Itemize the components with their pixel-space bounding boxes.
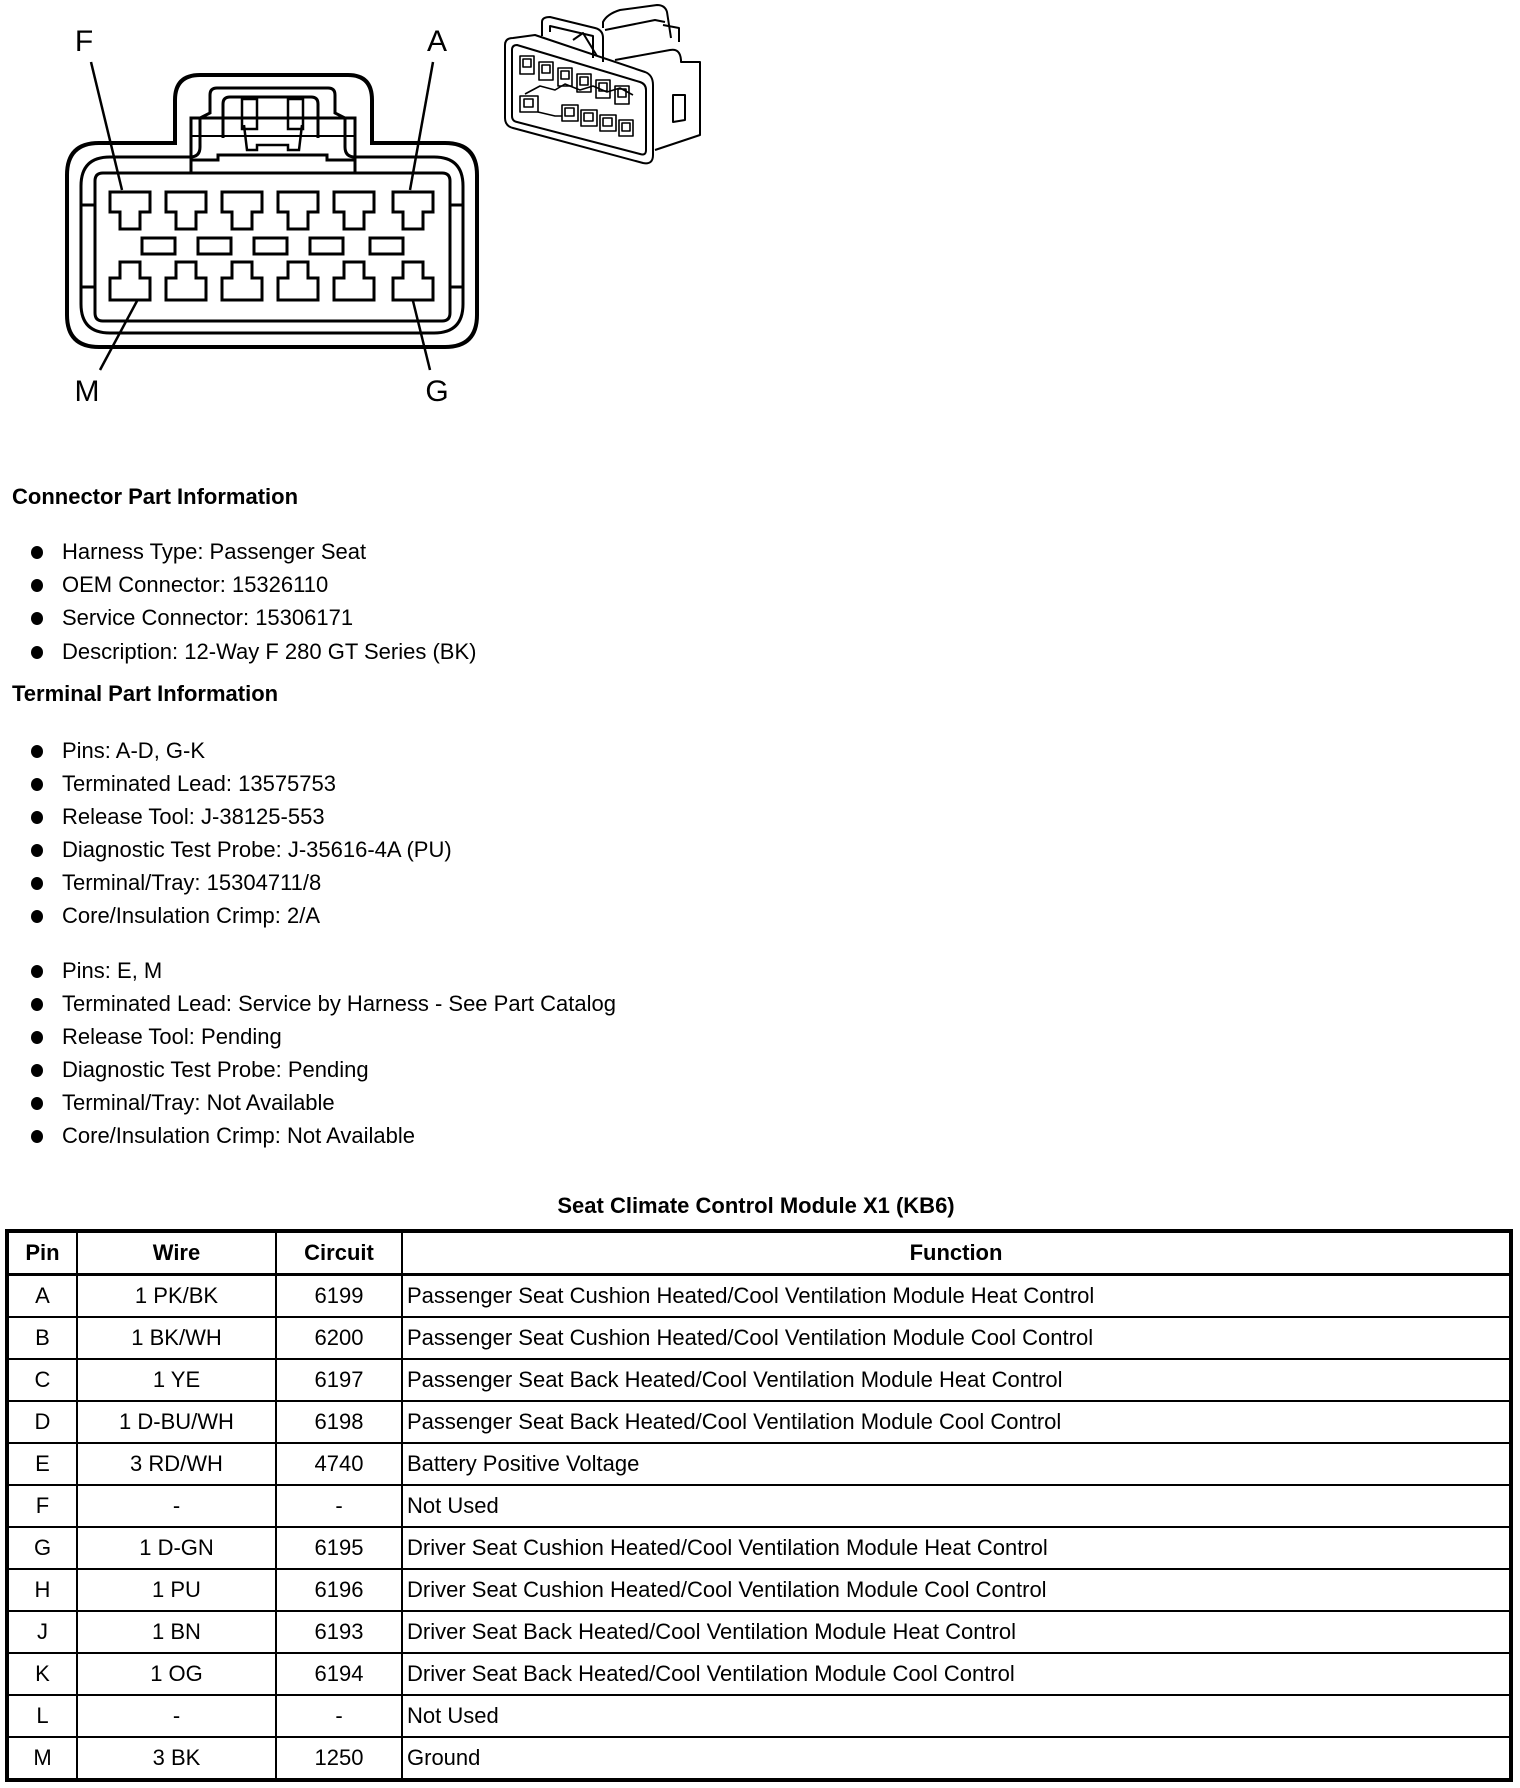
pin-cell: L	[7, 1695, 77, 1737]
terminal-part-info-heading: Terminal Part Information	[12, 681, 279, 706]
column-header-function: Function	[402, 1231, 1511, 1275]
list-item	[31, 1057, 369, 1083]
bullet-icon	[31, 1130, 43, 1143]
list-item	[31, 572, 328, 598]
function-cell: Passenger Seat Cushion Heated/Cool Ventilation Module Cool Control	[402, 1317, 1511, 1359]
table-row	[7, 1317, 1511, 1359]
table-title: Seat Climate Control Module X1 (KB6)	[557, 1193, 955, 1218]
function-cell: Passenger Seat Back Heated/Cool Ventilation Module Heat Control	[402, 1359, 1511, 1401]
pin-label-a: A	[426, 25, 448, 58]
wire-cell: -	[77, 1695, 276, 1737]
pin-cell: K	[7, 1653, 77, 1695]
pin-cell: A	[7, 1275, 77, 1318]
pin-cell: E	[7, 1443, 77, 1485]
bullet-icon	[31, 1097, 43, 1110]
connector-face-icon	[0, 0, 500, 420]
list-item	[31, 738, 205, 764]
pin-cell: H	[7, 1569, 77, 1611]
pin-cell: B	[7, 1317, 77, 1359]
release-tool-text: Release Tool: J-38125-553	[62, 804, 325, 829]
pins-text: Pins: E, M	[62, 958, 163, 983]
circuit-cell: 6193	[276, 1611, 402, 1653]
list-item	[31, 1024, 282, 1050]
bullet-icon	[31, 910, 43, 923]
wire-cell: 3 BK	[77, 1737, 276, 1780]
table-header-row	[7, 1231, 1511, 1275]
circuit-cell: 4740	[276, 1443, 402, 1485]
harness-type-text: Harness Type: Passenger Seat	[62, 539, 367, 564]
list-item	[31, 804, 325, 830]
wire-cell: 1 D-BU/WH	[77, 1401, 276, 1443]
function-cell: Driver Seat Back Heated/Cool Ventilation Module Cool Control	[402, 1653, 1511, 1695]
pin-cell: F	[7, 1485, 77, 1527]
list-item	[31, 539, 366, 565]
table-row	[7, 1611, 1511, 1653]
terminated-lead-text: Terminated Lead: 13575753	[62, 771, 336, 796]
column-header-circuit: Circuit	[276, 1231, 402, 1275]
oem-connector-text: OEM Connector: 15326110	[62, 572, 329, 597]
terminal-tray-text: Terminal/Tray: Not Available	[62, 1090, 335, 1115]
pin-table	[5, 1229, 1513, 1782]
bullet-icon	[31, 546, 43, 559]
list-item	[31, 771, 336, 797]
list-item	[31, 605, 353, 631]
bullet-icon	[31, 612, 43, 625]
bullet-icon	[31, 646, 43, 659]
function-cell: Not Used	[402, 1695, 1511, 1737]
function-cell: Not Used	[402, 1485, 1511, 1527]
list-item	[31, 1090, 335, 1116]
table-row	[7, 1527, 1511, 1569]
circuit-cell: -	[276, 1485, 402, 1527]
table-row	[7, 1569, 1511, 1611]
wire-cell: 1 PU	[77, 1569, 276, 1611]
list-item	[31, 837, 452, 863]
function-cell: Driver Seat Cushion Heated/Cool Ventilation Module Heat Control	[402, 1527, 1511, 1569]
bullet-icon	[31, 965, 43, 978]
bullet-icon	[31, 778, 43, 791]
pins-text: Pins: A-D, G-K	[62, 738, 206, 763]
pin-cell: D	[7, 1401, 77, 1443]
list-item	[31, 958, 162, 984]
function-cell: Battery Positive Voltage	[402, 1443, 1511, 1485]
circuit-cell: 6195	[276, 1527, 402, 1569]
bullet-icon	[31, 877, 43, 890]
circuit-cell: 1250	[276, 1737, 402, 1780]
column-header-pin: Pin	[7, 1231, 77, 1275]
terminated-lead-text: Terminated Lead: Service by Harness - See Part Catalog	[62, 991, 616, 1016]
list-item	[31, 991, 616, 1017]
core-insulation-crimp-text: Core/Insulation Crimp: Not Available	[62, 1123, 415, 1148]
list-item	[31, 870, 321, 896]
bullet-icon	[31, 844, 43, 857]
pin-cell: G	[7, 1527, 77, 1569]
table-row	[7, 1401, 1511, 1443]
circuit-cell: 6199	[276, 1275, 402, 1318]
circuit-cell: 6200	[276, 1317, 402, 1359]
bullet-icon	[31, 745, 43, 758]
release-tool-text: Release Tool: Pending	[62, 1024, 282, 1049]
core-insulation-crimp-text: Core/Insulation Crimp: 2/A	[62, 903, 320, 928]
pin-label-m: M	[74, 375, 100, 408]
bullet-icon	[31, 1031, 43, 1044]
bullet-icon	[31, 579, 43, 592]
table-row	[7, 1737, 1511, 1780]
column-header-wire: Wire	[77, 1231, 276, 1275]
function-cell: Ground	[407, 1745, 481, 1770]
connector-part-info-heading: Connector Part Information	[12, 484, 299, 509]
wire-cell: 1 PK/BK	[77, 1275, 276, 1318]
wire-cell: 1 YE	[77, 1359, 276, 1401]
pin-cell: M	[7, 1737, 77, 1780]
table-row	[7, 1653, 1511, 1695]
list-item	[31, 1123, 415, 1149]
description-text: Description: 12-Way F 280 GT Series (BK)	[62, 639, 477, 664]
bullet-icon	[31, 811, 43, 824]
wire-cell: -	[77, 1485, 276, 1527]
pin-label-f: F	[74, 25, 94, 58]
bullet-icon	[31, 1064, 43, 1077]
circuit-cell: -	[276, 1695, 402, 1737]
diagnostic-test-probe-text: Diagnostic Test Probe: J-35616-4A (PU)	[62, 837, 452, 862]
table-row	[7, 1485, 1511, 1527]
pin-label-g: G	[425, 375, 449, 408]
terminal-tray-text: Terminal/Tray: 15304711/8	[62, 870, 322, 895]
circuit-cell: 6198	[276, 1401, 402, 1443]
circuit-cell: 6194	[276, 1653, 402, 1695]
table-row	[7, 1443, 1511, 1485]
diagnostic-test-probe-text: Diagnostic Test Probe: Pending	[62, 1057, 369, 1082]
bullet-icon	[31, 998, 43, 1011]
list-item	[31, 639, 476, 665]
wire-cell: 1 OG	[77, 1653, 276, 1695]
pin-cell: J	[7, 1611, 77, 1653]
function-cell: Passenger Seat Back Heated/Cool Ventilation Module Cool Control	[402, 1401, 1511, 1443]
function-cell: Passenger Seat Cushion Heated/Cool Ventilation Module Heat Control	[402, 1275, 1511, 1318]
function-cell: Driver Seat Back Heated/Cool Ventilation Module Heat Control	[402, 1611, 1511, 1653]
connector-3d-icon	[495, 0, 710, 170]
pin-cell: C	[7, 1359, 77, 1401]
wire-cell: 3 RD/WH	[77, 1443, 276, 1485]
wire-cell: 1 BK/WH	[77, 1317, 276, 1359]
function-cell: Driver Seat Cushion Heated/Cool Ventilation Module Cool Control	[402, 1569, 1511, 1611]
wire-cell: 1 BN	[77, 1611, 276, 1653]
table-row	[7, 1275, 1511, 1318]
list-item	[31, 903, 320, 929]
service-connector-text: Service Connector: 15306171	[62, 605, 354, 630]
table-row	[7, 1359, 1511, 1401]
circuit-cell: 6196	[276, 1569, 402, 1611]
circuit-cell: 6197	[276, 1359, 402, 1401]
wire-cell: 1 D-GN	[77, 1527, 276, 1569]
table-row	[7, 1695, 1511, 1737]
